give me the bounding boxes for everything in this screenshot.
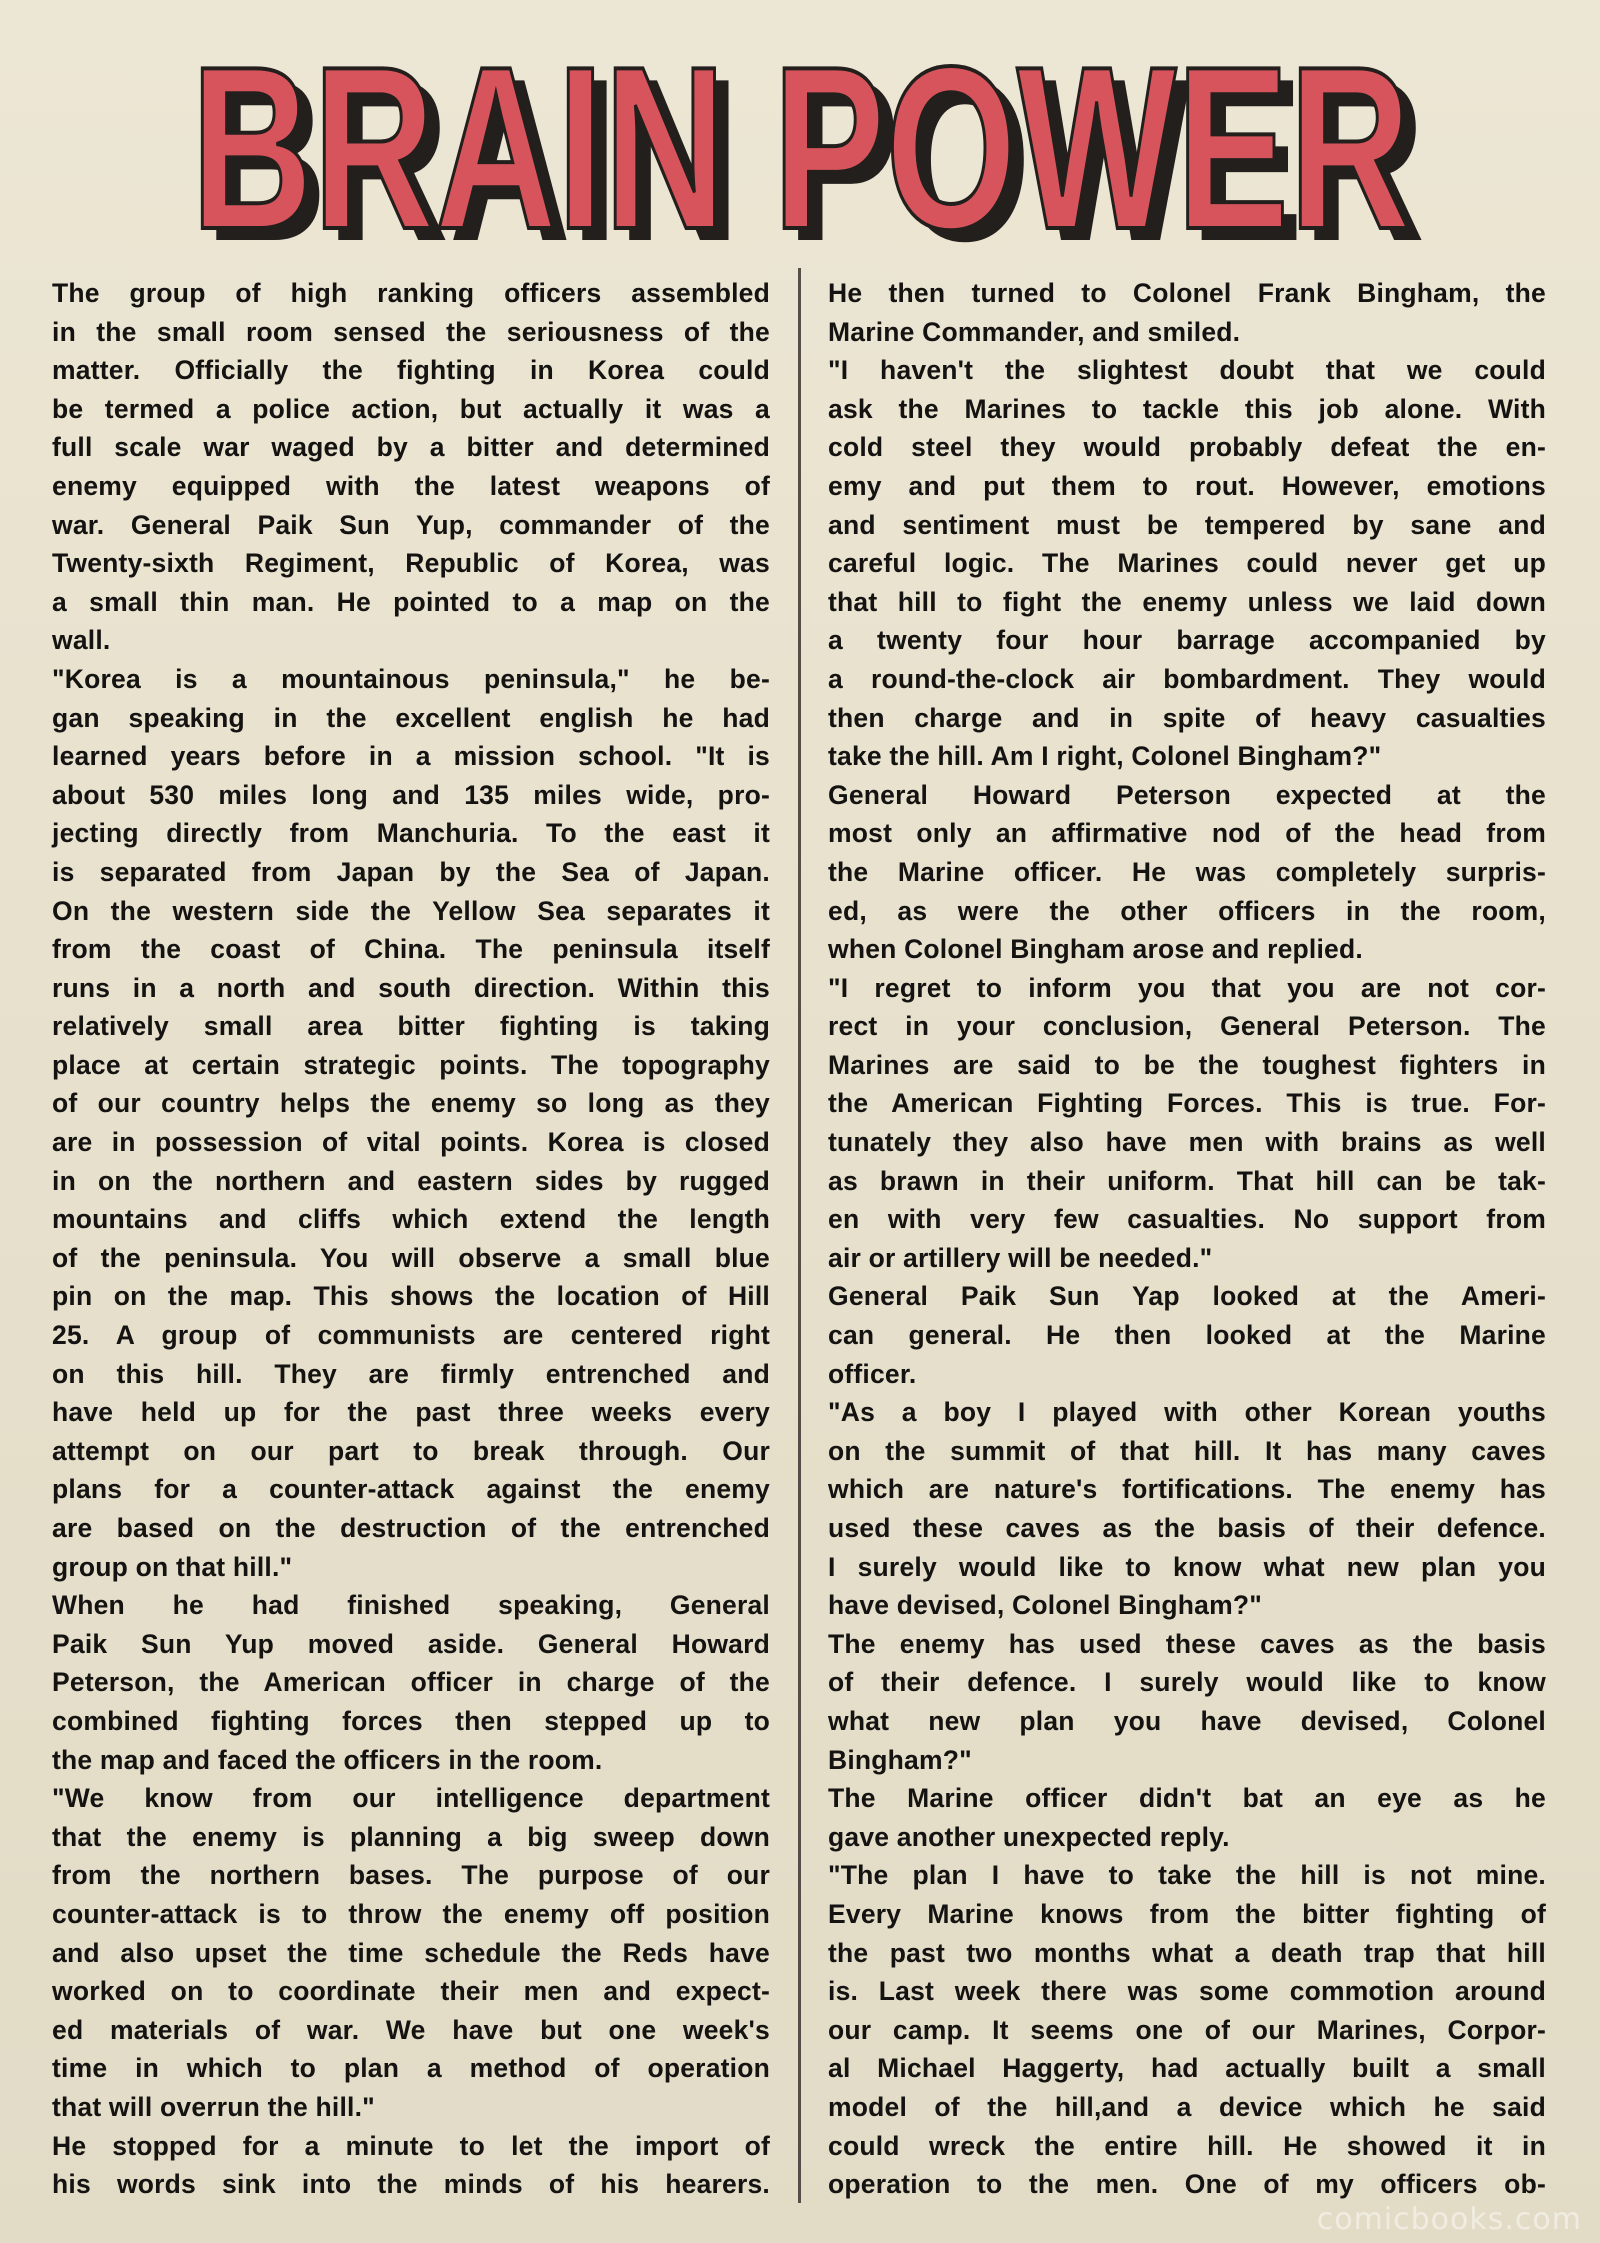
text-line: in the small room sensed the seriousness of the	[52, 316, 770, 347]
text-line: runs in a north and south direction. Within this	[52, 972, 770, 1003]
text-line: "We know from our intelligence department	[52, 1783, 770, 1814]
text-line: The enemy has used these caves as the basis	[828, 1628, 1546, 1659]
text-line: a round-the-clock air bombardment. They would	[828, 663, 1546, 694]
text-line: a small thin man. He pointed to a map on the	[52, 586, 770, 617]
text-line: in on the northern and eastern sides by rugged	[52, 1165, 770, 1196]
text-line: that will overrun the hill."	[52, 2091, 375, 2122]
text-line: the past two months what a death trap that hill	[828, 1937, 1546, 1968]
story-title	[175, 14, 1435, 264]
text-line: from the coast of China. The peninsula itself	[52, 934, 770, 965]
text-line: when Colonel Bingham arose and replied.	[828, 934, 1363, 965]
text-line: air or artillery will be needed."	[828, 1242, 1213, 1273]
text-line: on this hill. They are firmly entrenched and	[52, 1358, 770, 1389]
text-line: our camp. It seems one of our Marines, Corpor-	[828, 2014, 1546, 2045]
text-line: "Korea is a mountainous peninsula," he be-	[52, 663, 770, 694]
text-line: the Marine officer. He was completely surpris-	[828, 856, 1546, 887]
text-line: I surely would like to know what new plan you	[828, 1551, 1546, 1582]
text-line: "As a boy I played with other Korean youths	[828, 1397, 1546, 1428]
left-text-column	[52, 274, 770, 2204]
text-line: wall.	[52, 625, 111, 656]
text-line: Paik Sun Yup moved aside. General Howard	[52, 1628, 770, 1659]
text-line: emy and put them to rout. However, emotions	[828, 470, 1546, 501]
right-text-column	[828, 274, 1546, 2204]
title-graphic	[175, 14, 1435, 264]
text-line: enemy equipped with the latest weapons of	[52, 470, 770, 501]
text-line: ed, as were the other officers in the room,	[828, 895, 1546, 926]
text-line: that the enemy is planning a big sweep down	[52, 1821, 770, 1852]
text-line: careful logic. The Marines could never get up	[828, 548, 1546, 579]
text-line: about 530 miles long and 135 miles wide, pro-	[52, 779, 770, 810]
text-line: mountains and cliffs which extend the length	[52, 1204, 770, 1235]
text-line: the American Fighting Forces. This is true. For-	[828, 1088, 1546, 1119]
text-line: of their defence. I surely would like to know	[828, 1667, 1546, 1698]
text-line: war. General Paik Sun Yup, commander of the	[52, 509, 770, 540]
text-line: worked on to coordinate their men and expect-	[52, 1976, 770, 2007]
text-line: have held up for the past three weeks every	[52, 1397, 770, 1428]
text-line: tunately they also have men with brains as well	[828, 1127, 1546, 1158]
text-line: is. Last week there was some commotion around	[828, 1976, 1546, 2007]
text-line: matter. Officially the fighting in Korea could	[52, 355, 770, 386]
text-line: On the western side the Yellow Sea separates it	[52, 895, 770, 926]
text-line: "I regret to inform you that you are not cor-	[828, 972, 1546, 1003]
text-line: the map and faced the officers in the room.	[52, 1744, 603, 1775]
text-line: which are nature's fortifications. The enemy has	[828, 1474, 1546, 1505]
text-line: He stopped for a minute to let the import of	[52, 2130, 770, 2161]
text-line: combined fighting forces then stepped up to	[52, 1705, 770, 1736]
text-line: "I haven't the slightest doubt that we could	[828, 355, 1546, 386]
text-line: Twenty-sixth Regiment, Republic of Korea, was	[52, 548, 770, 579]
text-line: al Michael Haggerty, had actually built a small	[828, 2053, 1546, 2084]
text-line: 25. A group of communists are centered right	[52, 1320, 770, 1351]
text-line: that hill to fight the enemy unless we laid down	[828, 586, 1546, 617]
text-line: and also upset the time schedule the Reds have	[52, 1937, 770, 1968]
text-line: group on that hill."	[52, 1551, 293, 1582]
text-line: pin on the map. This shows the location of Hill	[52, 1281, 770, 1312]
text-line: is separated from Japan by the Sea of Japan.	[52, 856, 770, 887]
text-line: rect in your conclusion, General Peterson. The	[828, 1011, 1546, 1042]
text-line: gan speaking in the excellent english he had	[52, 702, 770, 733]
text-line: counter-attack is to throw the enemy off position	[52, 1898, 770, 1929]
text-line: Bingham?"	[828, 1744, 972, 1775]
text-line: learned years before in a mission school. "It is	[52, 741, 770, 772]
text-line: can general. He then looked at the Marine	[828, 1320, 1546, 1351]
text-line: what new plan you have devised, Colonel	[828, 1705, 1546, 1736]
text-line: gave another unexpected reply.	[828, 1821, 1230, 1852]
text-line: relatively small area bitter fighting is taking	[52, 1011, 770, 1042]
text-line: ed materials of war. We have but one week's	[52, 2014, 770, 2045]
text-line: When he had finished speaking, General	[52, 1590, 770, 1621]
text-line: officer.	[828, 1358, 917, 1389]
column-divider	[798, 268, 801, 2203]
text-line: place at certain strategic points. The topography	[52, 1049, 770, 1080]
text-line: of our country helps the enemy so long as they	[52, 1088, 770, 1119]
site-watermark: comicbooks.com	[1316, 2202, 1582, 2237]
text-line: jecting directly from Manchuria. To the east it	[52, 818, 770, 849]
text-line: The Marine officer didn't bat an eye as he	[828, 1783, 1546, 1814]
text-line: have devised, Colonel Bingham?"	[828, 1590, 1263, 1621]
text-line: Peterson, the American officer in charge of the	[52, 1667, 770, 1698]
text-line: ask the Marines to tackle this job alone. With	[828, 393, 1546, 424]
text-line: take the hill. Am I right, Colonel Bingham?"	[828, 741, 1382, 772]
text-line: attempt on our part to break through. Our	[52, 1435, 770, 1466]
text-line: and sentiment must be tempered by sane and	[828, 509, 1546, 540]
text-line: are based on the destruction of the entrenched	[52, 1513, 770, 1543]
text-line: Marine Commander, and smiled.	[828, 316, 1241, 347]
text-line: Marines are said to be the toughest fighters in	[828, 1049, 1546, 1080]
text-line: his words sink into the minds of his hearers.	[52, 2169, 770, 2200]
text-line: cold steel they would probably defeat the en-	[828, 432, 1546, 463]
text-line: then charge and in spite of heavy casualties	[828, 702, 1546, 733]
text-line: General Howard Peterson expected at the	[828, 779, 1546, 810]
text-line: are in possession of vital points. Korea is closed	[52, 1127, 770, 1158]
text-line: Every Marine knows from the bitter fighting of	[828, 1898, 1546, 1929]
text-line: as brawn in their uniform. That hill can be tak-	[828, 1165, 1546, 1196]
text-line: The group of high ranking officers assembled	[52, 278, 770, 308]
text-line: He then turned to Colonel Frank Bingham, the	[828, 278, 1546, 308]
title-shadow: BRAIN POWER	[205, 31, 1425, 264]
text-line: plans for a counter-attack against the enemy	[52, 1474, 770, 1505]
text-line: on the summit of that hill. It has many caves	[828, 1435, 1546, 1466]
text-line: used these caves as the basis of their defence.	[828, 1513, 1546, 1543]
text-line: of the peninsula. You will observe a small blue	[52, 1242, 770, 1273]
text-line: from the northern bases. The purpose of our	[52, 1860, 770, 1891]
text-line: a twenty four hour barrage accompanied by	[828, 625, 1546, 656]
text-line: General Paik Sun Yap looked at the Ameri-	[828, 1281, 1546, 1312]
text-line: model of the hill,and a device which he said	[828, 2091, 1546, 2122]
text-line: be termed a police action, but actually it was a	[52, 393, 770, 424]
text-line: most only an affirmative nod of the head from	[828, 818, 1546, 849]
text-line: en with very few casualties. No support from	[828, 1204, 1546, 1235]
text-line: operation to the men. One of my officers ob-	[828, 2169, 1546, 2200]
text-line: full scale war waged by a bitter and determined	[52, 432, 770, 463]
text-line: "The plan I have to take the hill is not mine.	[828, 1860, 1546, 1891]
title-text: BRAIN POWER	[191, 19, 1411, 264]
text-line: could wreck the entire hill. He showed it in	[828, 2130, 1546, 2161]
text-line: time in which to plan a method of operation	[52, 2053, 770, 2084]
